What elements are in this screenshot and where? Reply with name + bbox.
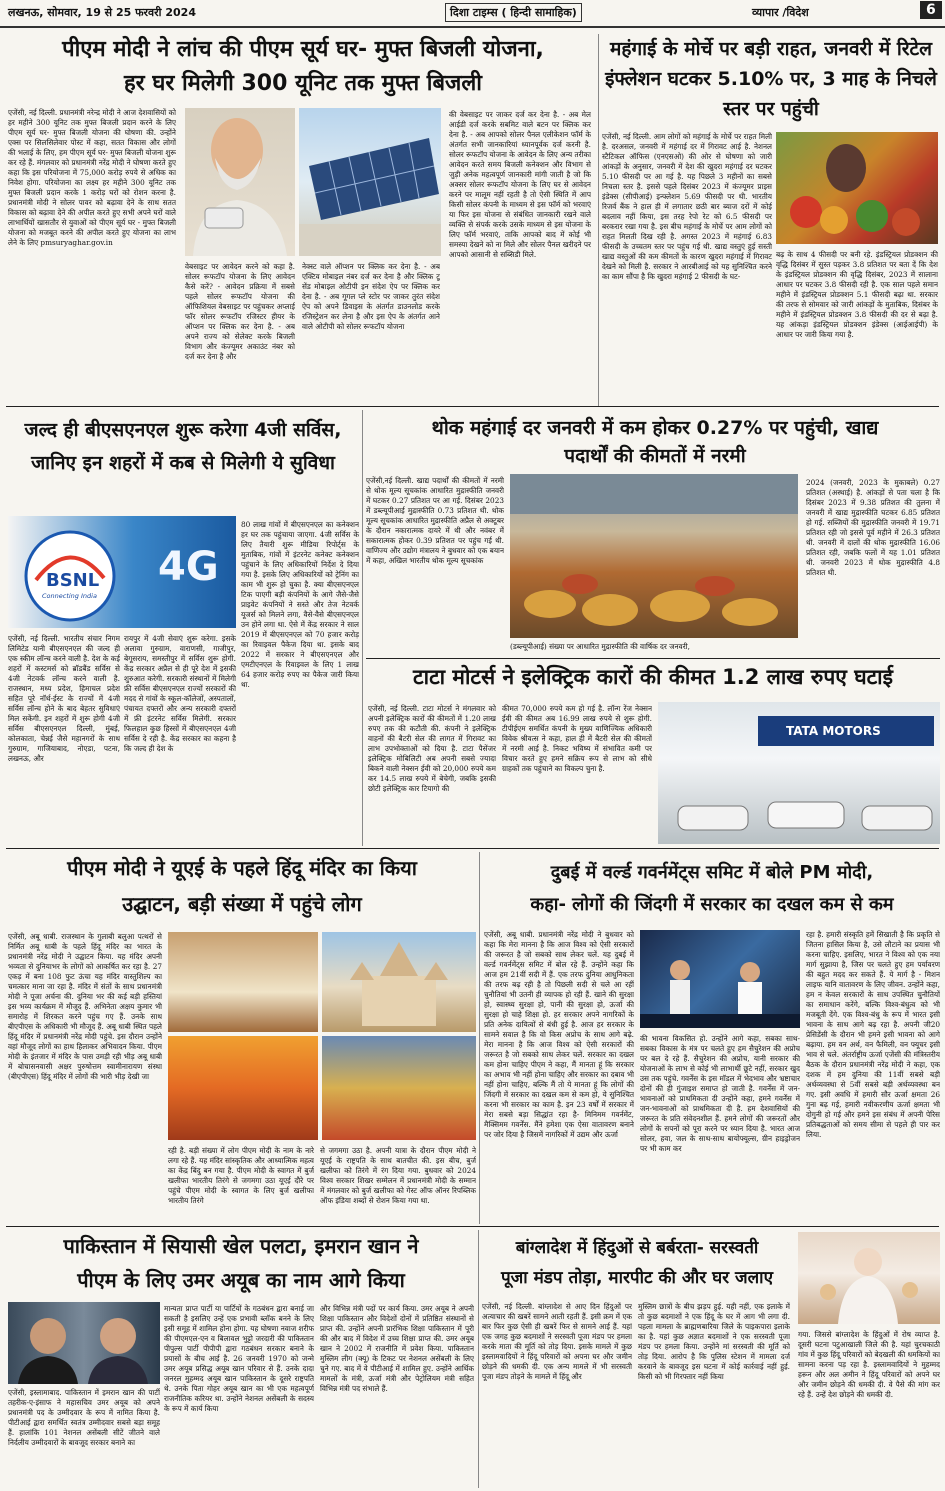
- temple-col1: एजेंसी, अबू धाबी. राजस्थान के गुलाबी बलुआ पत्थरों से निर्मित अबू धाबी के पहले हिंदू मंदिर का भारत के प्रधानमंत्री नरेंद्र मोदी ने उद्घाटन किया. यह मंदिर अपनी भव्यता से दुनियाभर के लोगों को आकर्षित कर रहा है. 27 एकड़ में बना 108 फुट ऊंचा यह मंदिर वास्तुशिल्प का चमत्कार माना जा रहा है. मंदिर में संतों के साथ प्रधानमंत्री मोदी ने पूजा अर्चना की. दुनिया भर की कई बड़ी हस्तियां इस भव्य कार्यक्रम में मौजूद हैं. अभिनेता अक्षय कुमार भी समारोह में शिरकत करने पहुंच गए हैं. उनके साथ बीएपीएस के अधिकारी भी मौजूद हैं. अबू धाबी स्थित पहले हिंदू मंदिर में प्रधानमंत्री नरेंद्र मोदी पहुंचे. इस दौरान उन्होंने वहां मौजूद लोगों का हाथ हिलाकर अभिवादन किया. पीएम मोदी के इंतजार में मंदिर के पास उमड़ी रही भीड़ अबू धाबी में बोचासनवासी अक्षर पुरुषोत्तम स्वामीनारायण संस्था (बीएपीएस) हिंदू मंदिर में लोगों की भारी भीड़ देखी जा: [8, 932, 162, 1081]
- temple-icon: [322, 932, 476, 1032]
- food-market-photo: [510, 474, 798, 638]
- temple-headline-2: उद्घाटन, बड़ी संख्या में पहुंचे लोग: [122, 892, 362, 916]
- saraswati-photo: [798, 1232, 940, 1324]
- food-col2: 2024 (जनवरी, 2023 के मुकाबले) 0.27 प्रतिशत (अस्थाई) है. आंकड़ों से पता चला है कि दिसंबर 2023 में 9.38 प्रतिशत की तुलना में जनवरी में खाद्य मुद्रास्फीति घटकर 6.85 प्रतिशत हो गई. सब्जियों की मुद्रास्फीति जनवरी में 19.71 प्रतिशत रही जो इससे पूर्व महीने में 26.3 प्रतिशत थी. जनवरी में दालों की थोक मुद्रास्फीति 16.06 प्रतिशत रही, जबकि फलों में यह 1.01 प्रतिशत थी. जनवरी 2023 में थोक मुद्रास्फीति 4.8 प्रतिशत थी.: [806, 478, 940, 577]
- column-divider: [362, 410, 363, 846]
- bsnl-logo-text: BSNL: [46, 570, 100, 591]
- bangladesh-col3: गया. जिससे बांग्लादेश के हिंदुओं में रोष व्याप्त है. दूसरी घटना पटुआखाली जिले की है. यहां चुरचकाठी गांव में कुछ हिंदू परिवारों को बेदखली की धमकियों का सामना करना पड़ रहा है. इस्लामवादियों ने मुहम्मद हरून और अल अमीन ने हिंदू परिवारों को अपने घर और जमीन छोड़ने की धमकी दी. वे पैसे की मांग कर रहे हैं. उन्हें देश छोड़ने की धमकी दी.: [798, 1330, 940, 1399]
- section-name: व्यापार /विदेश: [752, 6, 809, 19]
- pakistan-headline-2: पीएम के लिए उमर अयूब का नाम आगे किया: [77, 1268, 405, 1292]
- bsnl-col3: 80 लाख गांवों में बीएसएनएल का कनेक्शन हर घर तक पहुंचाया जाएगा. 4जी सर्विस के लिए तैयारी शुरू मीडिया रिपोर्ट्स के मुताबिक, गांवों में इंटरनेट कनेक्ट कनेक्शन पहुंचाने के लिए अधिकारियों निर्देश दे दिया गया है. इसके लिए अधिकारियों को ट्रेनिंग का काम भी शुरू हो चुका है. क्या बीएसएनएल टिक पाएगी बड़ी कंपनियों के आगे जैसे-जैसे प्राइवेट कंपनियों ने सस्ते और तेज नेटवर्क यूजर्स को मिलने लगा, वैसे-वैसे बीएसएनएल उन होने लगा था. ऐसे में केंद्र सरकार ने साल 2019 में बीएसएनएल को 70 हजार करोड़ का रिवाइवल पैकेज दिया था. इसके बाद 2022 में सरकार ने बीएसएनएल और एमटीएनएल के रिवाइवल के लिए 1 लाख 64 हजार करोड़ रुपए का पैकेज जारी किया था.: [241, 520, 359, 689]
- temple-headline-1: पीएम मोदी ने यूएई के पहले हिंदू मंदिर का किया: [67, 856, 417, 880]
- tata-showroom-photo: [658, 702, 940, 844]
- vegetables-icon: [776, 132, 938, 244]
- inflation-headline: महंगाई के मोर्चे पर बड़ी राहत, जनवरी में रिटेल इंफ्लेशन घटकर 5.10% पर, 3 माह के निचले स्तर पर पहुंची: [605, 38, 937, 120]
- tata-col2: कीमत 70,000 रुपये कम हो गई है. लॉन्ग रेंज नेक्सन ईवी की कीमत अब 16.99 लाख रुपये से शुरू होगी. टीपीईएम समर्थित कंपनी के मुख्य वाणिज्यिक अधिकारी विवेक श्रीवत्स ने कहा, हाल ही में बैटरी सेल की कीमतों में नरमी आई है. निकट भविष्य में संभावित कमी पर विचार करते हुए हमने सक्रिय रूप से लाभ को सीधे ग्राहकों तक पहुंचाने का विकल्प चुना है.: [502, 704, 652, 773]
- bsnl-headline: जल्द ही बीएसएनएल शुरू करेगा 4जी सर्विस, जानिए इन शहरों में कब से मिलेगी ये सुविधा: [24, 419, 342, 474]
- pakistan-headline-1: पाकिस्तान में सियासी खेल पलटा, इमरान खान ने: [63, 1234, 419, 1258]
- surya-col1: एजेंसी, नई दिल्ली. प्रधानमंत्री नरेन्द्र मोदी ने आज देशवासियों को हर महीने 300 यूनिट तक मुफ्त बिजली प्रदान करने के लिए पीएम सूर्य घर- मुफ्त बिजली योजना की घोषणा की. उन्होंने एक्स पर सिलसिलेवार पोस्ट में कहा, सतत विकास और लोगों की भलाई के लिए, हम पीएम सूर्य घर- मुफ्त बिजली योजना शुरू कर रहे हैं. मंगलवार को प्रधानमंत्री नरेंद्र मोदी ने घोषणा करते हुए कहा कि इस परियोजना में 75,000 करोड़ रुपये से अधिक का निवेश होगा. परियोजना का लक्ष्य हर महीने 300 यूनिट तक मुफ्त बिजली प्रदान करके 1 करोड़ घरों को रोशन करना है. प्रधानमंत्री मोदी ने सोलर पावर को बढ़ावा देने के साथ सतत विकास को बढ़ावा देने की अपील करते हुए सभी अपने घरों वाले लाभार्थियों खासतौर से युवाओं को पीएम सूर्य घर - मुफ्त बिजली योजना को मजबूत करने की अपील करते हुए योजना का लाभ लेने के लिए pmsuryaghar.gov.in: [8, 108, 176, 247]
- idol-icon: [798, 1232, 940, 1324]
- temple-col2: रही है. बड़ी संख्या में लोग पीएम मोदी के नाम के नारे लगा रहे हैं. यह मंदिर सांस्कृतिक और आध्यात्मिक महत्व का केंद्र बिंदु बन गया है. पीएम मोदी के स्वागत में बुर्ज खलीफा भारतीय तिरंगे से जगमगा उठा यूएई दौरे पर पहुंचे पीएम मोदी के स्वागत के लिए बुर्ज खलीफा भारतीय तिरंगे: [168, 1146, 314, 1205]
- bangladesh-col1: एजेंसी, नई दिल्ली. बांग्लादेश से आए दिन हिंदुओं पर अत्याचार की खबरें सामने आती रहती हैं. इसी क्रम में एक बार फिर कुछ ऐसी ही खबरें फिर से सामने आई हैं. यहां एक जगह कुछ बदमाशों ने सरस्वती पूजा मंडप पर हमला करके माता की मूर्ति को तोड़ दिया. इसके मामले में कुछ इस्लामवादियों ने हिंदू परिवारों को अपना घर और जमीन छोड़ने की धमकी दी. एक अन्य मामले में भी सरस्वती पूजा मंडप तोड़ने के मामले में हिंदू और: [482, 1302, 632, 1381]
- inflation-col2: बढ़ के साथ 4 फीसदी पर बनी रहे. इंडस्ट्रियल प्रोडक्शन की वृद्धि दिसंबर में सुस्त पड़कर 3.8 प्रतिशत पर बता दें कि देश के इंडस्ट्रियल प्रोडक्शन की वृद्धि दिसंबर, 2023 में सालाना आधार पर घटकर 3.8 फीसदी रही है. एक साल पहले समान महीने में इंडस्ट्रियल प्रोडक्शन 5.1 फीसदी बढ़ा था. सरकार की तरफ से सोमवार को जारी आंकड़ों के मुताबिक, दिसंबर के महीने में इंडस्ट्रियल प्रोडक्शन 3.8 फीसदी की दर से बढ़ा है. यह आंकड़ा इंडस्ट्रियल प्रोडक्शन इंडेक्स (आईआईपी) के आधार पर जारी किया गया है.: [776, 250, 938, 339]
- bangladesh-headline-1: बांग्लादेश में हिंदुओं से बर्बरता- सरस्वती: [515, 1238, 759, 1258]
- bsnl-4g-photo: [8, 516, 236, 628]
- food-caption: (डब्ल्यूपीआई) संख्या पर आधारित मुद्रास्फीति की वार्षिक दर जनवरी,: [510, 642, 690, 651]
- food-headline: थोक महंगाई दर जनवरी में कम होकर 0.27% पर पहुंची, खाद्य पदार्थों की कीमतों में नरमी: [431, 417, 879, 467]
- column-divider: [479, 852, 480, 1224]
- tata-col1: एजेंसी, नई दिल्ली. टाटा मोटर्स ने मंगलवार को अपनी इलेक्ट्रिक कारों की कीमतों में 1.20 लाख रुपए तक की कटौती की. कंपनी ने इलेक्ट्रिक वाहनों की बैटरी सेल की लागत में गिरावट का लाभ उपभोक्ताओं को दिया है. टाटा पैसेंजर इलेक्ट्रिक मोबिलिटी अब अपनी सबसे ज्यादा बिकने वाली नेक्सन ईवी को 20,000 रुपये कम कर 14.5 लाख रुपये में बेचेगी, जबकि इसकी छोटी इलेक्ट्रिक कार टियागो की: [368, 704, 496, 793]
- bsnl-col2: रायपुर में 4जी सेवाएं शुरू करेगा. इसके अलावा गुरुग्राम, वाराणसी, गाजीपुर, बेगूसराय, समस्तीपुर में सर्विस शुरू होगी. केंद्र सरकार अप्रैल से ही पूरे देश में इसकी शुरुआत करेगी. सरकारी संस्थानों में मिलेगी फ्री सर्विस बीएसएनएल राज्यों सरकारों की मदद से गांवों के स्कूल-कॉलेजों, अस्पतालों, पंचायत दफ्तरों और अन्य सरकारी दफ्तरों में फ्री इंटरनेट सर्विस मिलेगी. सरकार फिलहाल कुछ हिस्सों में बीएसएनएल 4जी सर्विस दे रही है. केंद्र सरकार का कहना है कि जल्द ही देश के: [124, 634, 236, 753]
- surya-col2: वेबसाइट पर आवेदन करने को कहा है. सोलर रूफटॉप योजना के लिए आवेदन कैसे करें? - आवेदन प्रक्रिया में सबसे पहले सोलर रूफटॉप योजना की ऑफिशियल वेबसाइट पर पहुंचकर अप्लाई फॉर सोलर रूफटॉप रजिस्टर हीयर के ऑप्शन पर क्लिक कर देना है. - अब अपने राज्य को सेलेक्ट करके बिजली विभाग और कंज्यूमर अकाउंट नंबर को दर्ज कर देना है और: [185, 262, 295, 361]
- solar-panel-icon: [299, 108, 441, 256]
- modi-portrait-icon: [185, 108, 295, 256]
- dubai-headline-1: दुबई में वर्ल्ड गवर्नमेंट्स समिट में बोले PM मोदी,: [550, 862, 874, 883]
- modi-temple-photo: [168, 932, 318, 1032]
- paper-name: दिशा टाइम्स ( हिन्दी सामाहिक): [445, 3, 582, 22]
- section-divider: [366, 658, 940, 659]
- surya-headline-2: हर घर मिलेगी 300 यूनिट तक मुफ्त बिजली: [123, 71, 483, 96]
- section-divider: [6, 1226, 939, 1227]
- issue-date: लखनऊ, सोमवार, 19 से 25 फरवरी 2024: [8, 6, 196, 19]
- dubai-col3: रहा है. हमारी संस्कृति हमें सिखाती है कि प्रकृति से जितना हासिल किया है, उसे लौटाने का प्रयास भी करना चाहिए. इसलिए, भारत ने विश्व को एक नया मार्ग सुझाया है, जिस पर चलते हुए हम पर्यावरण की बहुत मदद कर सकते हैं. ये मार्ग है - मिशन लाइफ यानि वातावरण के लिए जीवन. उन्होंने कहा, हम न केवल सरकारों के साथ उपस्थित चुनौतियों का समाधान करेंगे, बल्कि विश्व-बंधुत्व को भी मजबूती देंगे. एक विश्व-बंधु के रूप में भारत इसी भावना के साथ आगे बढ़ रहा है. अपनी जी20 प्रेसिडेंसी के दौरान भी हमने इसी भावना को आगे बढ़ाया. हम वन अर्थ, वन फैमिली, वन फ्यूचर इसी भाव से चले. अंतर्राष्ट्रीय ऊर्जा एजेंसी की मंत्रिस्तरीय बैठक के दौरान प्रधानमंत्री नरेंद्र मोदी ने कहा, एक दशक में हम दुनिया की 11वीं सबसे बड़ी अर्थव्यवस्था से 5वीं सबसे बड़ी अर्थव्यवस्था बन गए. इसी अवधि में हमारी सौर ऊर्जा क्षमता 26 गुना बढ़ गई, हमारी नवीकरणीय ऊर्जा क्षमता भी दोगुनी हो गई और हमने इस संबंध में अपनी पेरिस प्रतिबद्धताओं को समय सीमा से पहले ही पार कर लिया.: [806, 930, 940, 1139]
- tata-headline: टाटा मोटर्स ने इलेक्ट्रिक कारों की कीमत 1.2 लाख रुपए घटाई: [413, 665, 893, 689]
- bangladesh-col2: मुस्लिम छात्रों के बीच झड़प हुई. यही नहीं, एक इलाके में तो कुछ बदमाशों ने एक हिंदू के घर में आग भी लगा दी. पहला मामला के ब्राह्मणबारिया जिले के पाइकपारा इलाके का है. यहां कुछ अज्ञात बदमाशों ने एक सरस्वती पूजा मंडप पर हमला किया. उन्होंने मां सरस्वती की मूर्ति को तोड़ दिया. आरोप है कि पुलिस स्टेशन में मामला दर्ज करवाने के बावजूद इस घटना में कोई कार्रवाई नहीं हुई. किसी को भी गिरफ्तार नहीं किया: [638, 1302, 790, 1381]
- column-divider: [478, 1230, 479, 1488]
- dubai-col2: की भावना विकसित हो. उन्होंने आगे कहा, सबका साथ-सबका विकास के मंत्र पर चलते हुए हम सैचुरेशन की अप्रोच पर बल दे रहे हैं. सैचुरेशन की अप्रोच, यानी सरकार की योजनाओं के लाभ से कोई भी लाभार्थी छूटे नहीं, सरकार खुद उस तक पहुंचे. गवर्नेंस के इस मॉडल में भेदभाव और भ्रष्टाचार दोनों की ही गुंजाइश समाप्त हो जाती है. गवर्नेंस में जन-भावनाओं को प्राथमिकता दी उन्होंने कहा, हमने गवर्नेंस में जन-भावनाओं को प्राथमिकता दी है. हम देशवासियों की जरूरत के प्रति संवेदनशील हैं. हमने लोगों की जरूरतों और लोगों के सपनों को पूरा करने पर ध्यान दिया है. भारत आज सोलर, हवा, जल के साथ-साथ बायोफ्यूल्स, ग्रीन हाइड्रोजन पर भी काम कर: [640, 1034, 800, 1153]
- inflation-col1: एजेंसी, नई दिल्ली. आम लोगों को महंगाई के मोर्चे पर राहत मिली है. दरअसल, जनवरी में महंगाई दर में गिरावट आई है. नेशनल स्टैटिकल ऑफिस (एनएसओ) की ओर से घोषणा को जारी आंकड़ों के अनुसार, जनवरी में देश की खुदरा महंगाई दर घटकर 5.10 फीसदी पर आ गई है. यह पिछले 3 महीनों का सबसे निचला स्तर है. इससे पहले दिसंबर 2023 में कंज्यूमर प्राइस इंडेक्स (सीपीआई) इन्फ्लेशन 5.69 फीसदी पर थी. भारतीय रिजर्व बैंक ने हाल ही में लगातार छठी बार ब्याज दरों में कोई बदलाव नहीं किया, इस तरह रेपो रेट को 6.5 फीसदी पर बरकरार रखा गया है. इस बीच महंगाई के मोर्चे पर आम लोगों को राहत मिलती दिख रही है. अगस्त 2023 में महंगाई 6.83 फीसदी के उच्चतम स्तर पर पहुंच गई थी. खाद्य वस्तुएं हुई सस्ती खाद्य वस्तुओं की कम कीमतों के कारण खुदरा महंगाई में गिरावट देखने को मिली है. सरकार ने आरबीआई को यह सुनिश्चित करने का काम सौंपा है कि खुदरा महंगाई 2 फीसदी के घट-: [602, 132, 772, 281]
- imran-omar-photo: [8, 1302, 160, 1384]
- temple-col3: से जगमगा उठा है. अपनी यात्रा के दौरान पीएम मोदी ने यूएई के राष्ट्रपति के साथ बातचीत की. इस बीच, बुर्ज खलीफा को तिरंगे में रंग दिया गया. बुधवार को 2024 विश्व सरकार शिखर सम्मेलन में प्रधानमंत्री मोदी के सम्मान में मंगलवार को बुर्ज खलीफा को गेस्ट ऑफ ऑनर रिपब्लिक ऑफ इंडिया शब्दों से रोशन किया गया था.: [320, 1146, 476, 1205]
- bsnl-col1: एजेंसी, नई दिल्ली. भारतीय संचार निगम लिमिटेड यानी बीएसएनएल की जल्द ही एक स्कीम लॉन्च करने वाली है. देश के कई शहरों में कस्टमर्स को ब्रॉडबैंड सर्विस से 4जी नेटवर्क लॉन्च करने वाली है. राजस्थान, मध्य प्रदेश, हिमाचल प्रदेश सहित पूरे नॉर्थ-ईस्ट के राज्यों में 4जी सर्विस लॉन्च होने के बाद बेहतर सुविधाएं मिल सकेंगी. इन शहरों में शुरू होगी 4जी सर्विस बीएसएनएल दिल्ली, मुंबई, कोलकाता, चेन्नई जैसे महानगरों के साथ गुरुग्राम, गाजियाबाद, नोएडा, पटना, लखनऊ, और: [8, 634, 120, 763]
- temple-photos: [168, 932, 476, 1140]
- surya-col3: नेक्स्ट वाले ऑप्शन पर क्लिक कर देना है. - अब एक्टिव मोबाइल नंबर दर्ज कर देना है और क्लिक टू सेंड मोबाइल ओटीपी इन संदेश ऐप पर क्लिक कर देना है. - अब गूगल प्ले स्टोर पर जाकर तुरंत संदेश ऐप को अपने डिवाइस के अंतर्गत डाउनलोड करके रजिस्ट्रेशन कर लेना है और इस ऐप के अंतर्गत आने वाले ओटीपी को सोलर रूफटॉप योजना: [302, 262, 440, 331]
- badge-4g: 4G: [158, 544, 219, 590]
- speaker-icon: [640, 930, 800, 1028]
- pakistan-col1: एजेंसी, इस्लामाबाद. पाकिस्तान में इमरान खान की पार्टी तहरीक-ए-इंसाफ ने महासचिव उमर अयूब को अपने प्रधानमंत्री पद के उम्मीदवार के रूप में नामित किया है. पीटीआई द्वारा समर्थित स्वतंत्र उम्मीदवार सबसे बड़ा समूह हैं. हालांकि 101 नेशनल असेंबली सीटें जीतने वाले निर्दलीय उम्मीदवारों के बावजूद सरकार बनाने का: [8, 1388, 160, 1447]
- pakistan-col3: और विभिन्न मंत्री पदों पर कार्य किया. उमर अयूब ने अपनी शिक्षा पाकिस्तान और विदेशों दोनों में प्रतिष्ठित संस्थानों से प्राप्त की. उन्होंने अपनी प्रारंभिक शिक्षा पाकिस्तान में पूरी की और बाद में विदेश में उच्च शिक्षा प्राप्त की. उमर अयूब खान ने 2002 में राजनीति में प्रवेश किया. पाकिस्तान मुस्लिम लीग (क्यू) के टिकट पर नेशनल असेंबली के लिए चुने गए. बाद में वे पीटीआई में शामिल हुए. उन्होंने आर्थिक मामलों के मंत्री, ऊर्जा मंत्री और पेट्रोलियम मंत्री सहित विभिन्न मंत्री पद संभाले हैं.: [320, 1304, 474, 1393]
- pooja-photo: [168, 1036, 318, 1140]
- section-divider: [6, 406, 939, 407]
- tata-brand-text: TATA MOTORS: [786, 724, 881, 738]
- pakistan-col2: मान्यता प्राप्त पार्टी या पार्टियों के गठबंधन द्वारा बनाई जा सकती है इसलिए उन्हें एक प्रभावी ब्लॉक बनने के लिए इसी समूह में शामिल होना होगा. यह घोषणा नवाज शरीफ की पीएमएल-एन व बिलावल भुट्टो जरदारी की पाकिस्तान पीपुल्स पार्टी पीपीपी द्वारा गठबंधन सरकार बनाने के प्रयासों के बीच आई है. 26 जनवरी 1970 को जन्मे उमर अयूब प्रसिद्ध अयूब खान परिवार से हैं. उनके दादा जनरल मुहम्मद अयूब खान पाकिस्तान के दूसरे राष्ट्रपति थे. उनके पिता गोहर अयूब खान का भी एक महत्वपूर्ण राजनीतिक करियर था. उन्होंने नेशनल असेंबली के सदस्य के रूप में कार्य किया: [164, 1304, 314, 1413]
- solar-roof-photo: [299, 108, 441, 256]
- portraits-icon: [8, 1302, 160, 1384]
- dubai-col1: एजेंसी, अबू धाबी. प्रधानमंत्री नरेंद्र मोदी ने बुधवार को कहा कि मेरा मानना है कि आज विश्व को ऐसी सरकारों की जरूरत है जो सबको साथ लेकर चलें. यह दुबई में वर्ल्ड गवर्नमेंट्स समिट में बोल रहे हैं. उन्होंने कहा कि आज हम 21वीं सदी में हैं. एक तरफ दुनिया आधुनिकता की तरफ बढ़ रही है तो पिछली सदी से चले आ रहीं चुनौतियां भी उतनी ही व्यापक हो रही हैं. खाने की सुरक्षा हो, स्वास्थ्य सुरक्षा हो, पानी की सुरक्षा हो, ऊर्जा की सुरक्षा हो चाहे शिक्षा हो. हर सरकार अपने नागरिकों के प्रति अनेक दायित्वों से बंधी हुई है. आज हर सरकार के सामने सवाल है कि वो किस अप्रोच के साथ आगे बढ़े. मेरा मानना है कि आज विश्व को ऐसी सरकारों की जरूरत है जो सबको साथ लेकर चलें. सरकार का दखल कम होना चाहिए पीएम ने कहा, मैं मानता हूं कि सरकार का अभाव भी नहीं होना चाहिए और सरकार का दबाव भी नहीं होना चाहिए, बल्कि मैं तो ये मानता हूं कि लोगों की जिंदगी में सरकार का दखल कम से कम हो, ये सुनिश्चित करना भी सरकार का काम है. इन 23 वर्षों में सरकार में मेरा सबसे बड़ा सिद्धांत रहा है- मिनिमम गवर्नमेंट, मैक्सिमम गवर्नेंस. मैंने हमेशा एक ऐसा वातावरण बनाने पर जोर दिया है जिसमें नागरिकों में उद्यम और ऊर्जा: [484, 930, 634, 1139]
- bangladesh-headline-2: पूजा मंडप तोड़ा, मारपीट की और घर जलाए: [501, 1268, 773, 1288]
- modi-photo: [185, 108, 295, 256]
- grain-market-icon: [510, 474, 798, 638]
- summit-photo: [640, 930, 800, 1028]
- dubai-headline-2: कहा- लोगों की जिंदगी में सरकार का दखल कम से कम: [530, 894, 894, 915]
- vegetable-market-photo: [776, 132, 938, 244]
- page-number: 6: [920, 1, 942, 19]
- idol-photo: [322, 1036, 476, 1140]
- column-divider: [598, 34, 599, 406]
- surya-headline-1: पीएम मोदी ने लांच की पीएम सूर्य घर- मुफ्त बिजली योजना,: [62, 37, 544, 62]
- section-divider: [6, 848, 939, 849]
- bsnl-logo-tagline: Connecting India: [42, 592, 97, 600]
- surya-col4: की वेबसाइट पर जाकर दर्ज कर देना है. - अब मेल आईडी दर्ज करके सबमिट वाले बटन पर क्लिक कर देना है. - अब आपको सोलर पैनल एलीकेशन फॉर्म के अंतर्गत सभी जानकारियां ध्यानपूर्वक दर्ज करनी है. सोलर रूफटॉप योजना के आवेदन के लिए अन्य तरीका आवेदन करते समय बिजली कनेक्शन और विभाग से जुड़ी अनेक महत्वपूर्ण जानकारी मांगी जाती है जो कि अक्सर सोलर रूफटॉप योजना के लिए घर से आवेदन करने पर मालूम नहीं रहती है तो ऐसी स्थिति में आप किसी सोलर कंपनी के माध्यम से इस फॉर्म को भरवाएं या फिर इस योजना से संबंधित जानकारी रखने वाले व्यक्ति से संपर्क करके उसके माध्यम से इस योजना के लिए फॉर्म भरवाएं, ताकि आपको बाद में कोई भी समस्या देखने को ना मिले और सोलर पैनल खरीदने पर आपको आसानी से सब्सिडी मिले.: [449, 110, 591, 259]
- page-header: [0, 0, 945, 28]
- food-col1: एजेंसी,नई दिल्ली. खाद्य पदार्थों की कीमतों में नरमी से थोक मूल्य सूचकांक आधारित मुद्रास्फीति जनवरी में घटकर 0.27 प्रतिशत पर आ गई. दिसंबर 2023 में डब्ल्यूपीआई मुद्रास्फीति 0.73 प्रतिशत थी. थोक मूल्य सूचकांक आधारित मुद्रास्फीति अप्रैल से अक्टूबर के दौरान नकारात्मक दायरे में थी और नवंबर में सकारात्मक होकर 0.39 प्रतिशत पर पहुंच गई थी. वाणिज्य और उद्योग मंत्रालय ने बुधवार को एक बयान में कहा, अखिल भारतीय थोक मूल्य सूचकांक: [366, 476, 504, 565]
